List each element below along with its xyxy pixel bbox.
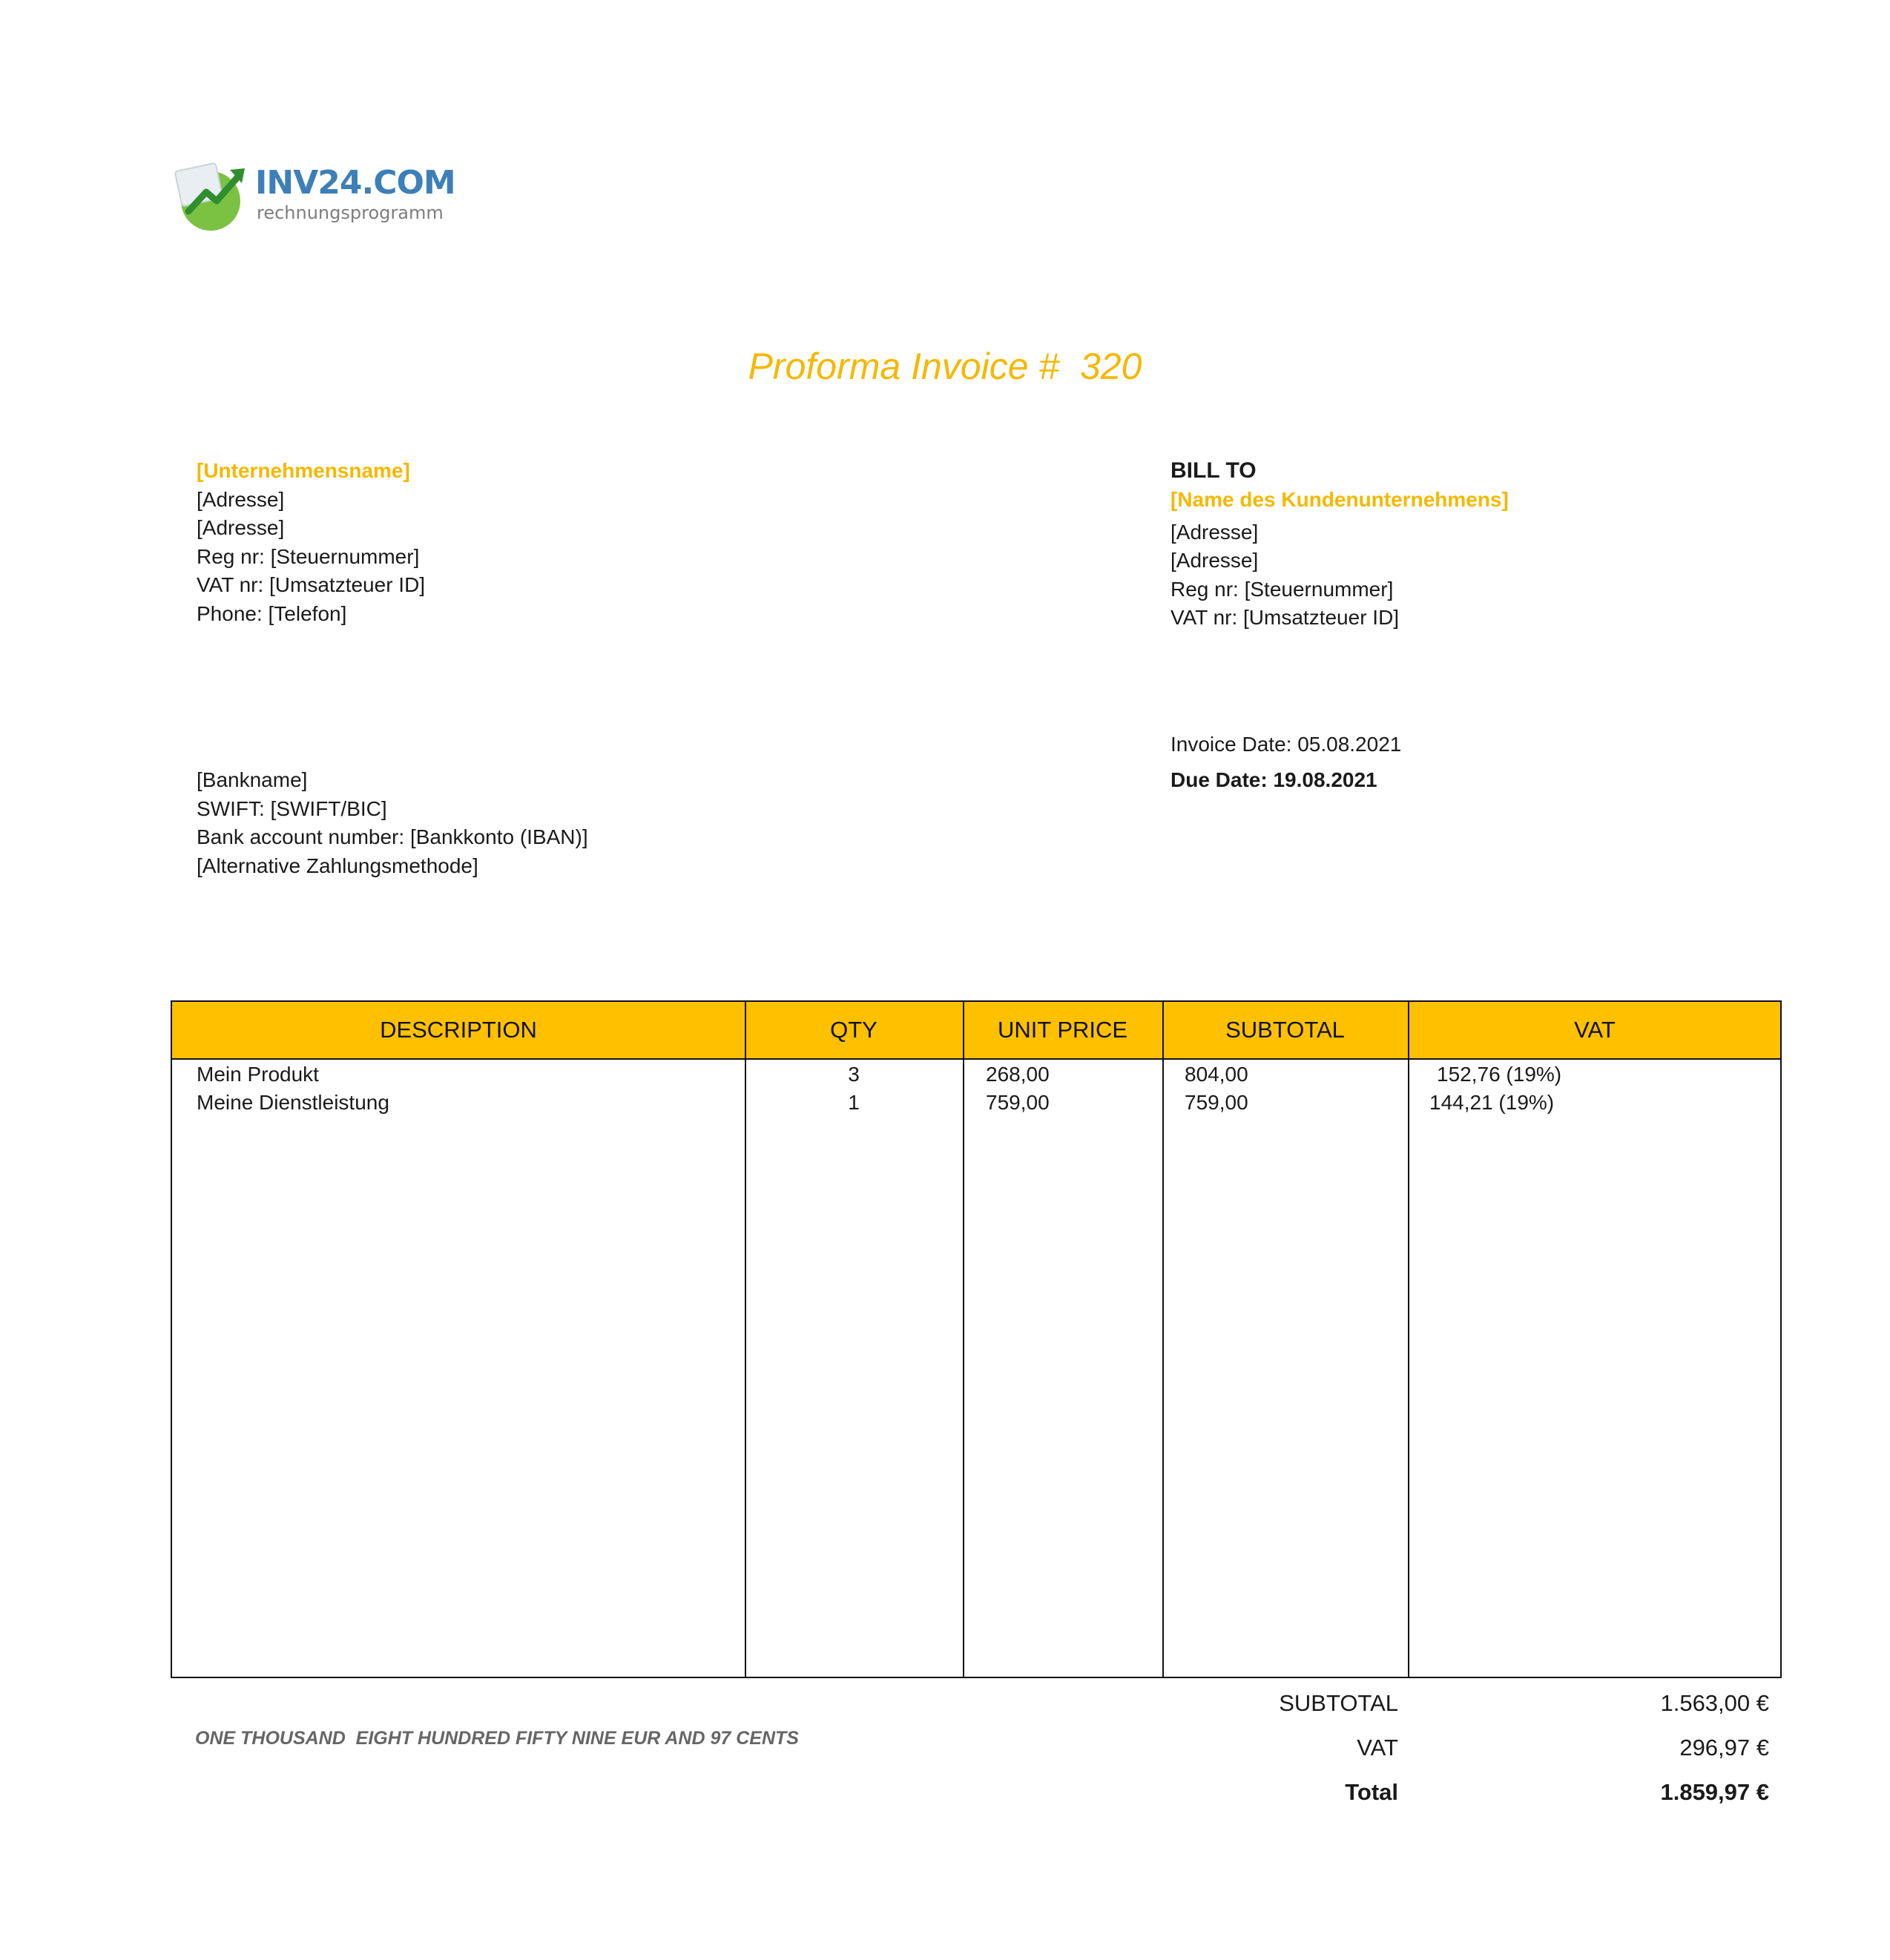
items-table xyxy=(171,1000,1782,1678)
row-qty: 1 xyxy=(848,1091,860,1114)
row-unit-price: 759,00 xyxy=(986,1091,1050,1114)
seller-reg: Reg nr: [Steuernummer] xyxy=(197,544,420,568)
bank-alternative: [Alternative Zahlungsmethode] xyxy=(197,854,478,877)
seller-company: [Unternehmensname] xyxy=(197,459,410,482)
row-subtotal: 804,00 xyxy=(1185,1063,1248,1086)
total-label: Total xyxy=(1345,1779,1398,1805)
seller-vat: VAT nr: [Umsatzteuer ID] xyxy=(197,573,426,596)
header-unit-price: UNIT PRICE xyxy=(997,1017,1128,1043)
bill-to-heading: BILL TO xyxy=(1170,458,1257,483)
header-vat: VAT xyxy=(1574,1017,1616,1043)
subtotal-value: 1.563,00 € xyxy=(1660,1690,1769,1716)
vat-label: VAT xyxy=(1357,1735,1398,1761)
dates-block xyxy=(1170,730,1401,795)
bill-to-vat: VAT nr: [Umsatzteuer ID] xyxy=(1170,606,1400,629)
row-subtotal: 759,00 xyxy=(1185,1091,1248,1114)
row-vat: 144,21 (19%) xyxy=(1429,1091,1555,1114)
seller-address-1: [Adresse] xyxy=(197,487,285,511)
bank-account: Bank account number: [Bankkonto (IBAN)] xyxy=(197,825,588,848)
header-subtotal: SUBTOTAL xyxy=(1225,1017,1345,1043)
vat-value: 296,97 € xyxy=(1679,1735,1769,1761)
subtotal-label: SUBTOTAL xyxy=(1279,1690,1398,1716)
bank-block xyxy=(197,766,588,880)
invoice-title: Proforma Invoice # 320 xyxy=(748,346,1142,387)
row-qty: 3 xyxy=(848,1063,860,1086)
total-value: 1.859,97 € xyxy=(1660,1779,1769,1805)
logo-name: INV24.COM xyxy=(255,164,455,202)
seller-address-2: [Adresse] xyxy=(197,516,285,539)
invoice-date: Invoice Date: 05.08.2021 xyxy=(1170,733,1402,756)
seller-phone: Phone: [Telefon] xyxy=(197,601,347,625)
bank-swift: SWIFT: [SWIFT/BIC] xyxy=(197,796,387,820)
amount-in-words: ONE THOUSAND EIGHT HUNDRED FIFTY NINE EUR AND 97 CENTS xyxy=(195,1728,799,1749)
column-divider xyxy=(963,1002,964,1677)
bill-to-reg: Reg nr: [Steuernummer] xyxy=(1170,577,1394,601)
header-qty: QTY xyxy=(830,1017,878,1043)
seller-block xyxy=(197,457,425,628)
logo-icon xyxy=(172,159,254,234)
bill-to-address-2: [Adresse] xyxy=(1170,549,1259,572)
bill-to-block xyxy=(1170,457,1509,633)
logo-subtitle: rechnungsprogramm xyxy=(257,202,444,223)
row-description: Mein Produkt xyxy=(197,1063,319,1086)
bank-name: [Bankname] xyxy=(197,768,308,791)
column-divider xyxy=(1408,1002,1409,1677)
header-description: DESCRIPTION xyxy=(380,1017,537,1043)
bill-to-company: [Name des Kundenunternehmens] xyxy=(1170,487,1509,511)
column-divider xyxy=(1162,1002,1164,1677)
row-vat: 152,76 (19%) xyxy=(1437,1063,1562,1086)
bill-to-address-1: [Adresse] xyxy=(1170,520,1259,544)
row-unit-price: 268,00 xyxy=(986,1063,1050,1086)
company-logo xyxy=(172,159,455,234)
due-date: Due Date: 19.08.2021 xyxy=(1170,768,1377,791)
row-description: Meine Dienstleistung xyxy=(197,1091,389,1114)
